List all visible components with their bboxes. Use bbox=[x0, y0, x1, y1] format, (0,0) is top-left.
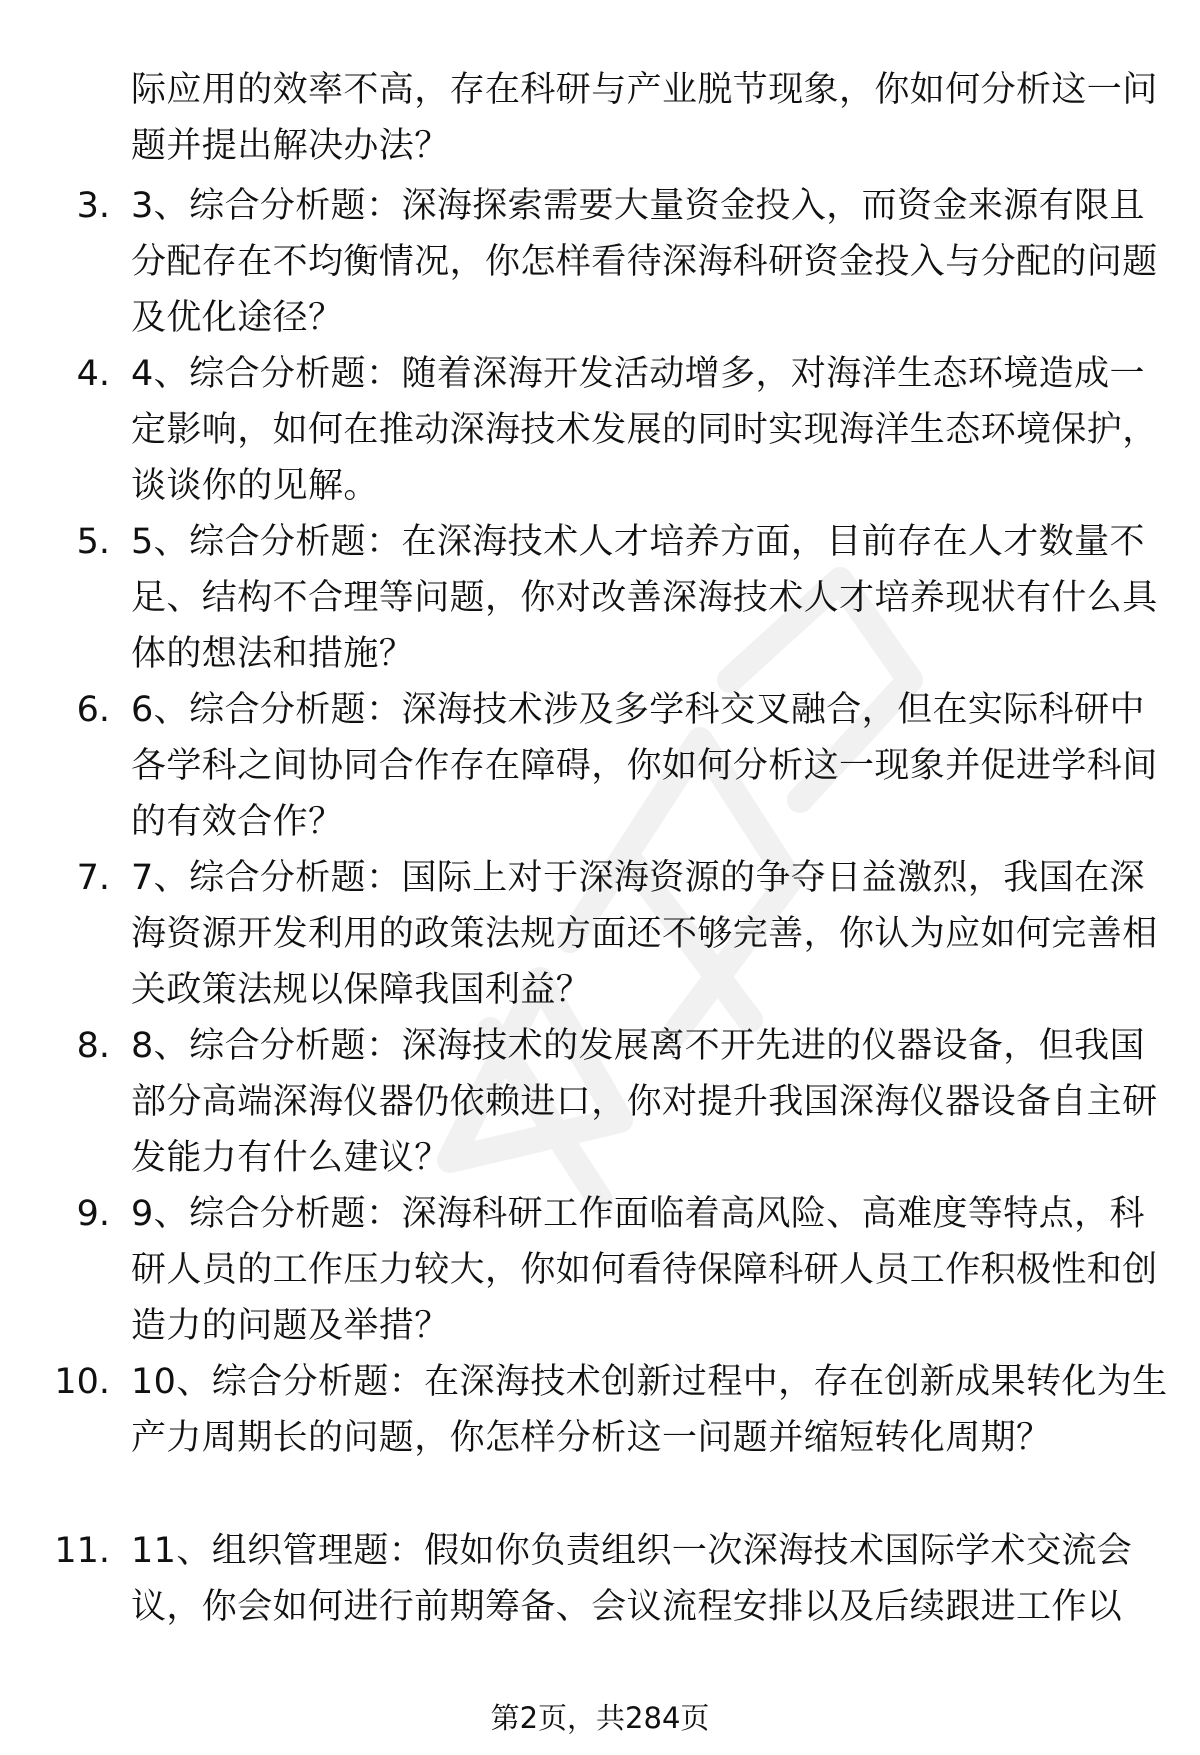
continuation-paragraph: 际应用的效率不高，存在科研与产业脱节现象，你如何分析这一问题并提出解决办法？ bbox=[131, 70, 1158, 166]
question-text: 10、综合分析题：在深海技术创新过程中，存在创新成果转化为生产力周期长的问题，你怎样分析这一问题并缩短转化周期？ bbox=[131, 1362, 1168, 1458]
question-text: 3、综合分析题：深海探索需要大量资金投入，而资金来源有限且分配存在不均衡情况，你怎样看待深海科研资金投入与分配的问题及优化途径？ bbox=[131, 186, 1158, 338]
question-number: 7. bbox=[76, 858, 110, 898]
question-text: 11、组织管理题：假如你负责组织一次深海技术国际学术交流会议，你会如何进行前期筹备、会议流程安排以及后续跟进工作以 bbox=[131, 1531, 1133, 1627]
page-footer: 第2页，共284页 bbox=[490, 1701, 710, 1735]
question-number: 11. bbox=[54, 1531, 110, 1571]
question-number: 3. bbox=[76, 186, 110, 226]
question-number: 5. bbox=[76, 522, 110, 562]
question-text: 6、综合分析题：深海技术涉及多学科交叉融合，但在实际科研中各学科之间协同合作存在障碍，你如何分析这一现象并促进学科间的有效合作？ bbox=[131, 690, 1158, 842]
question-number: 6. bbox=[76, 690, 110, 730]
question-text: 8、综合分析题：深海技术的发展离不开先进的仪器设备，但我国部分高端深海仪器仍依赖进口，你对提升我国深海仪器设备自主研发能力有什么建议？ bbox=[131, 1026, 1158, 1178]
question-text: 9、综合分析题：深海科研工作面临着高风险、高难度等特点，科研人员的工作压力较大，你如何看待保障科研人员工作积极性和创造力的问题及举措？ bbox=[131, 1194, 1158, 1346]
question-number: 10. bbox=[54, 1362, 110, 1402]
question-text: 4、综合分析题：随着深海开发活动增多，对海洋生态环境造成一定影响，如何在推动深海技术发展的同时实现海洋生态环境保护，谈谈你的见解。 bbox=[131, 354, 1158, 506]
question-number: 8. bbox=[76, 1026, 110, 1066]
question-text: 7、综合分析题：国际上对于深海资源的争夺日益激烈，我国在深海资源开发利用的政策法规方面还不够完善，你认为应如何完善相关政策法规以保障我国利益？ bbox=[131, 858, 1158, 1010]
question-number: 9. bbox=[76, 1194, 110, 1234]
question-text: 5、综合分析题：在深海技术人才培养方面，目前存在人才数量不足、结构不合理等问题，你对改善深海技术人才培养现状有什么具体的想法和措施？ bbox=[131, 522, 1158, 674]
question-number: 4. bbox=[76, 354, 110, 394]
